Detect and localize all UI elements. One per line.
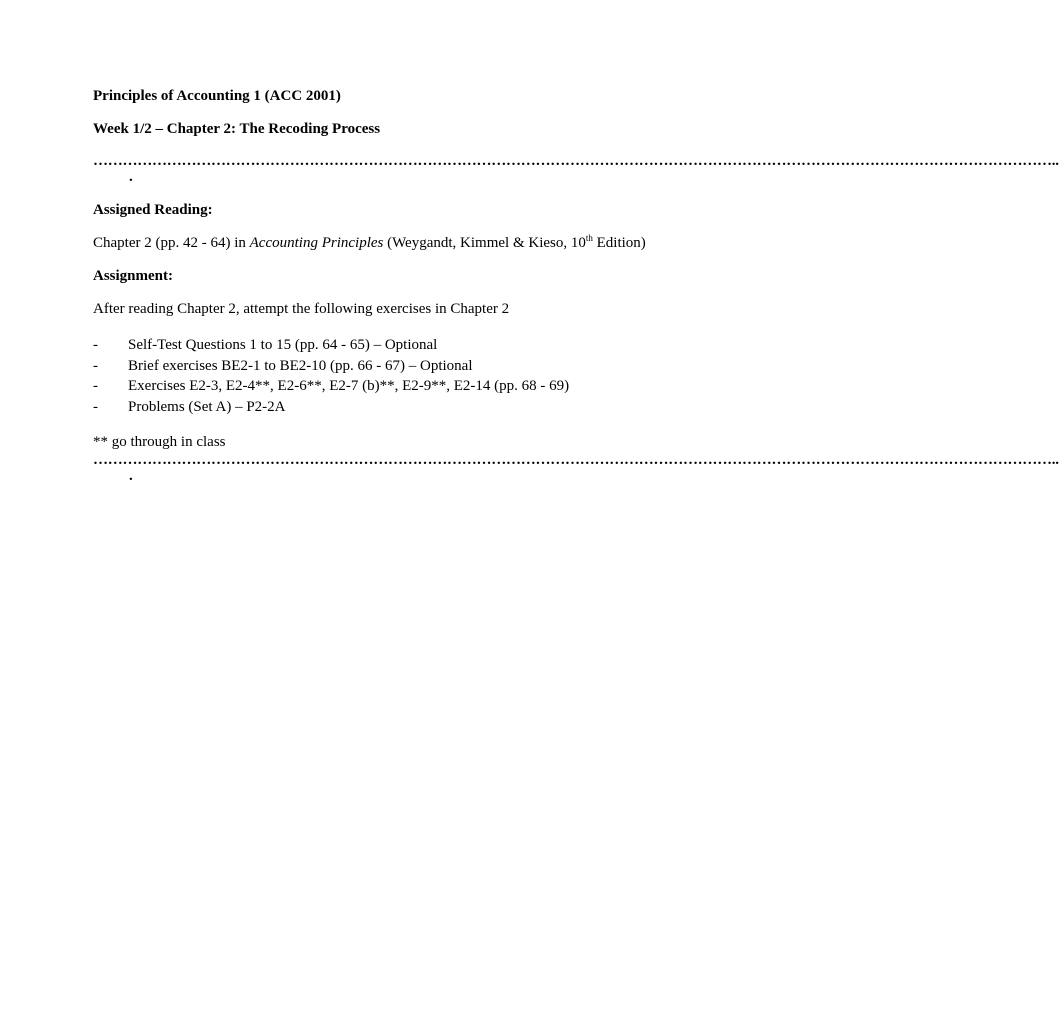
dotted-separator: …………………………………………………………………………………………………………………………………………………………………………….. [93,153,1059,169]
exercise-list [93,335,693,417]
dotted-separator-bottom: …………………………………………………………………………………………………………………………………………………………………………….. [93,452,1059,468]
list-item [93,376,693,397]
reading-suffix-end: Edition) [592,235,646,251]
class-note: ** go through in class [93,434,226,450]
list-bullet: - [93,357,98,374]
list-item [93,356,693,377]
dotted-separator-bottom-tail: . [129,468,133,484]
assigned-reading-heading: Assigned Reading: [93,202,213,218]
document-title: Principles of Accounting 1 (ACC 2001) [93,88,341,104]
list-item [93,335,693,356]
reading-text [93,233,693,253]
list-item-text: Problems (Set A) – P2-2A [128,398,286,415]
list-bullet: - [93,378,98,394]
assignment-intro: After reading Chapter 2, attempt the following exercises in Chapter 2 [93,301,510,317]
list-item-text: Self-Test Questions 1 to 15 (pp. 64 - 65) – Optional [128,337,438,353]
assignment-heading: Assignment: [93,268,174,284]
dotted-separator-tail: . [129,169,133,185]
reading-suffix: (Weygandt, Kimmel & Kieso, 10 [383,235,586,251]
list-item-text: Exercises E2-3, E2-4**, E2-6**, E2-7 (b)**, E2-9**, E2-14 (pp. 68 - 69) [128,378,570,394]
reading-prefix: Chapter 2 (pp. 42 - 64) in [93,235,250,251]
list-item [93,397,693,418]
edition-superscript: th [585,233,593,243]
document-subtitle: Week 1/2 – Chapter 2: The Recoding Process [93,121,381,137]
list-bullet: - [93,337,98,353]
document-page [93,86,1059,499]
book-title: Accounting Principles [249,235,384,251]
list-item-text: Brief exercises BE2-1 to BE2-10 (pp. 66 - 67) – Optional [128,357,473,374]
list-bullet: - [93,398,98,415]
